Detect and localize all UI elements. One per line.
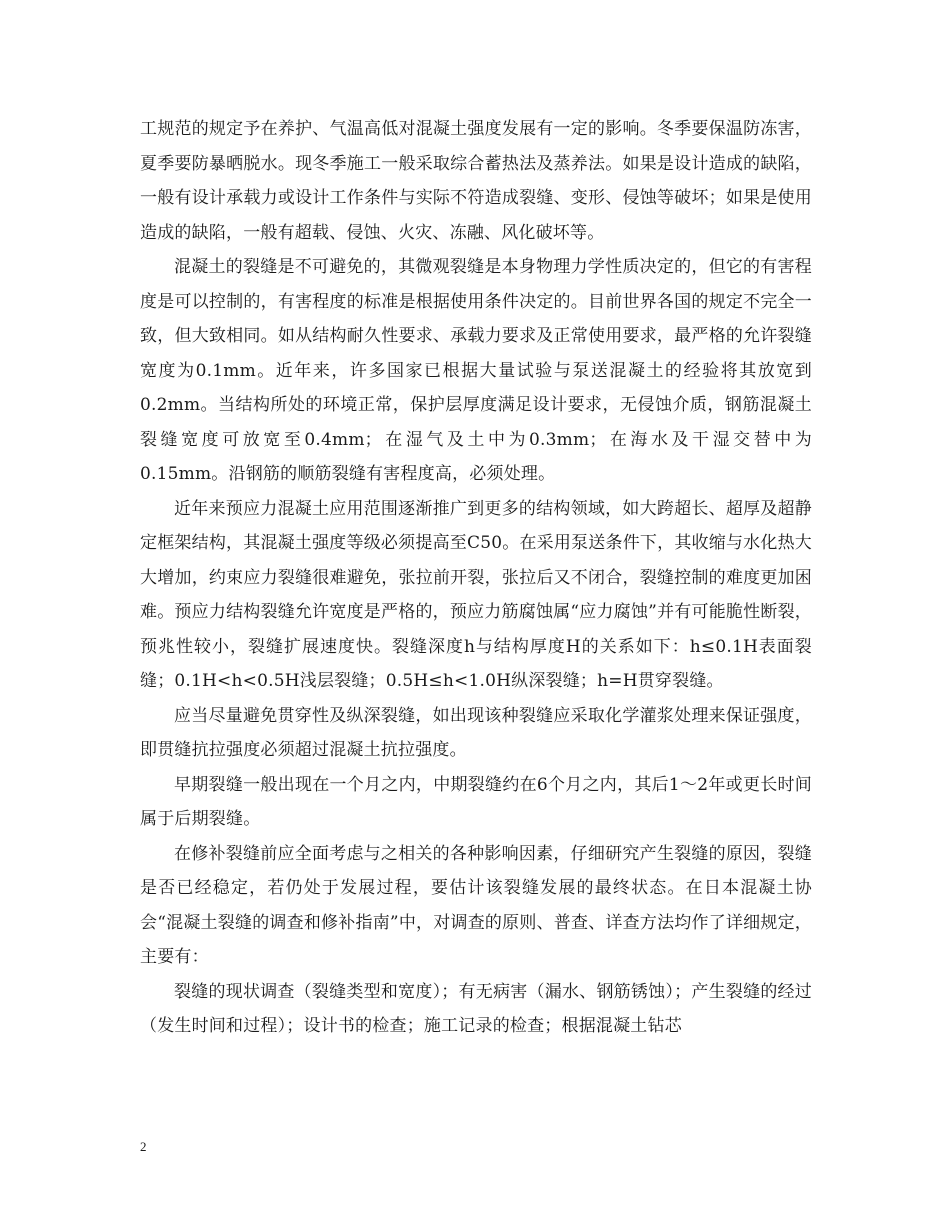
paragraph-crack-width-standards: 混凝土的裂缝是不可避免的，其微观裂缝是本身物理力学性质决定的，但它的有害程度是可以控制的，有害程度的标准是根据使用条件决定的。目前世界各国的规定不完全一致，但大致相同。如从结构耐久性要求、承载力要求及正常使用要求，最严格的允许裂缝宽度为0.1mm。近年来，许多国家已根据大量试验与泵送混凝土的经验将其放宽到0.2mm。当结构所处的环境正常，保护层厚度满足设计要求，无侵蚀介质，钢筋混凝土裂缝宽度可放宽至0.4mm；在湿气及土中为0.3mm；在海水及干湿交替中为0.15mm。沿钢筋的顺筋裂缝有害程度高，必须处理。: [140, 257, 812, 484]
paragraph-avoid-through-cracks: 应当尽量避免贯穿性及纵深裂缝，如出现该种裂缝应采取化学灌浆处理来保证强度，即贯缝抗拉强度必须超过混凝土抗拉强度。: [140, 705, 812, 760]
page-number: 2: [140, 1139, 147, 1154]
paragraph-prestressed-concrete: 近年来预应力混凝土应用范围逐渐推广到更多的结构领域，如大跨超长、超厚及超静定框架结构，其混凝土强度等级必须提高至C50。在采用泵送条件下，其收缩与水化热大大增加，约束应力裂缝很难避免，张拉前开裂，张拉后又不闭合，裂缝控制的难度更加困难。预应力结构裂缝允许宽度是严格的，预应力筋腐蚀属“应力腐蚀”并有可能脆性断裂，预兆性较小，裂缝扩展速度快。裂缝深度h与结构厚度H的关系如下：h≤0.1H表面裂缝；0.1H<h<0.5H浅层裂缝；0.5H≤h<1.0H纵深裂缝；h=H贯穿裂缝。: [140, 498, 812, 691]
paragraph-crack-timing: 早期裂缝一般出现在一个月之内，中期裂缝约在6个月之内，其后1～2年或更长时间属于后期裂缝。: [140, 774, 812, 829]
paragraph-repair-considerations: 在修补裂缝前应全面考虑与之相关的各种影响因素，仔细研究产生裂缝的原因，裂缝是否已经稳定，若仍处于发展过程，要估计该裂缝发展的最终状态。在日本混凝土协会“混凝土裂缝的调查和修补指南”中，对调查的原则、普查、详查方法均作了详细规定，主要有：: [140, 843, 812, 967]
paragraph-survey-items: 裂缝的现状调查（裂缝类型和宽度）；有无病害（漏水、钢筋锈蚀）；产生裂缝的经过（发生时间和过程）；设计书的检查；施工记录的检查；根据混凝土钻芯: [140, 981, 812, 1036]
paragraph-continuation: 工规范的规定予在养护、气温高低对混凝土强度发展有一定的影响。冬季要保温防冻害，夏季要防暴晒脱水。现冬季施工一般采取综合蓄热法及蒸养法。如果是设计造成的缺陷，一般有设计承载力或设计工作条件与实际不符造成裂缝、变形、侵蚀等破坏；如果是使用造成的缺陷，一般有超载、侵蚀、火灾、冻融、风化破坏等。: [140, 119, 812, 243]
body-text: [140, 112, 812, 1044]
